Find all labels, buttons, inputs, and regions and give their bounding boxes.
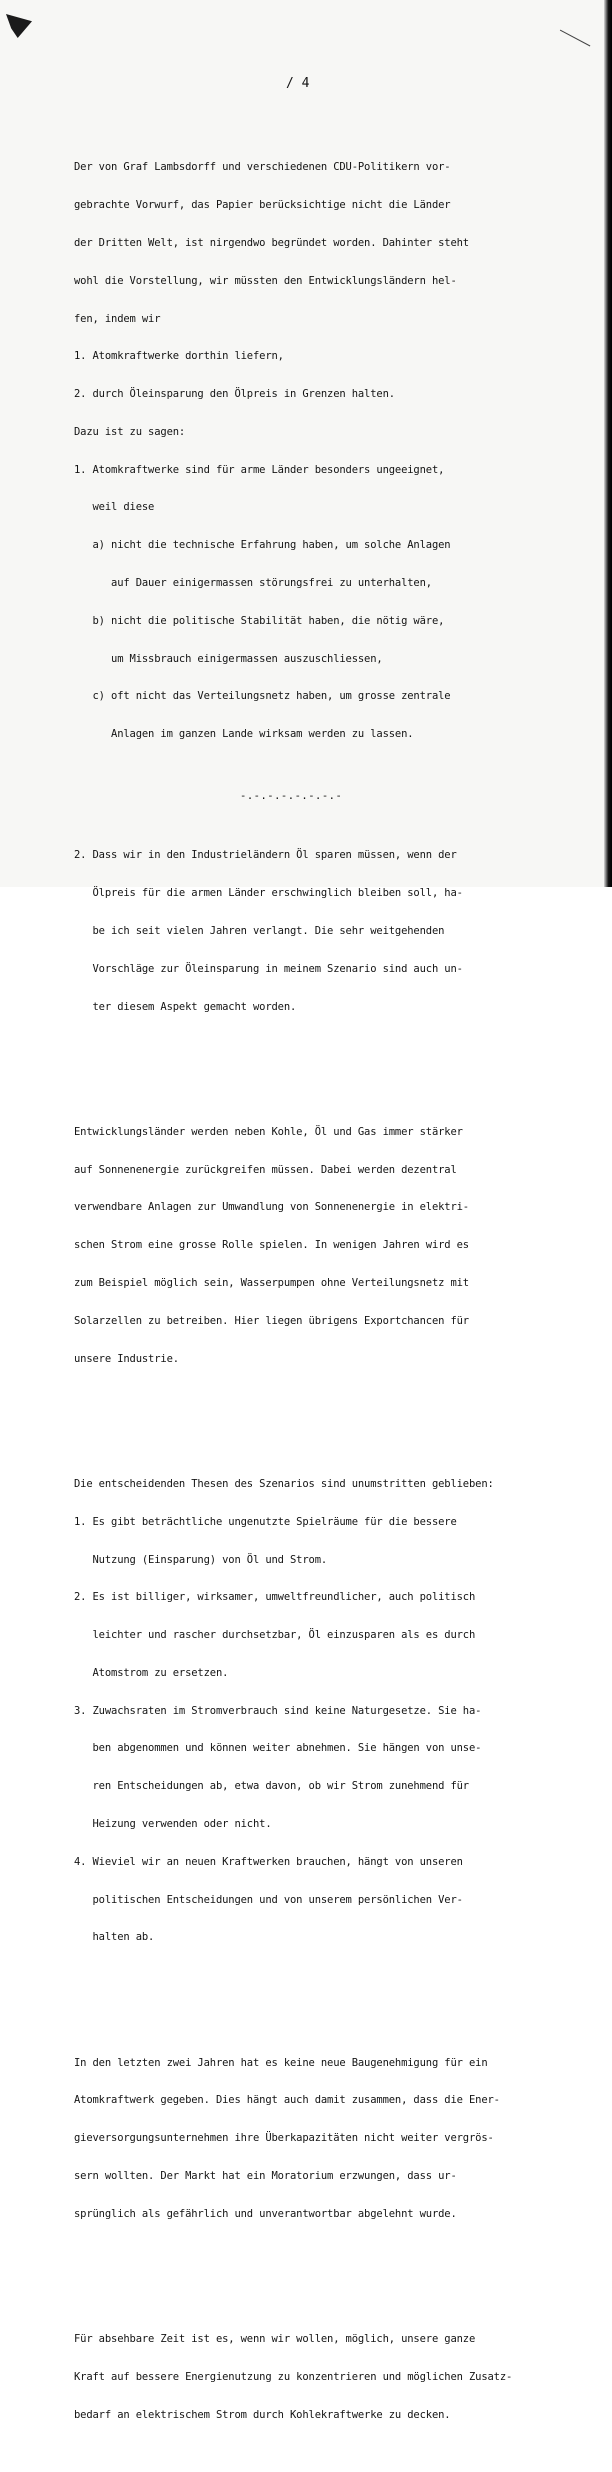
text-line: 2. Es ist billiger, wirksamer, umweltfreundlicher, auch politisch	[74, 1591, 476, 1604]
paragraph-conclusion	[74, 2308, 560, 2447]
text-line: Solarzellen zu betreiben. Hier liegen übrigens Exportchancen für	[74, 1314, 469, 1327]
text-line: In den letzten zwei Jahren hat es keine neue Baugenehmigung für ein	[74, 2056, 488, 2069]
text-line: verwendbare Anlagen zur Umwandlung von Sonnenenergie in elektri-	[74, 1201, 469, 1214]
text-line: wohl die Vorstellung, wir müssten den Entwicklungsländern hel-	[74, 274, 457, 287]
end-separator: -.-.-.-.-.-.-.-	[240, 790, 343, 802]
page-number: / 4	[286, 76, 310, 91]
text-line: 1. Es gibt beträchtliche ungenutzte Spielräume für die bessere	[74, 1515, 457, 1528]
text-line: Atomkraftwerk gegeben. Dies hängt auch damit zusammen, dass die Ener-	[74, 2094, 500, 2107]
text-line: b) nicht die politische Stabilität haben, die nötig wäre,	[74, 614, 445, 627]
text-line: 2. durch Öleinsparung den Ölpreis in Grenzen halten.	[74, 388, 395, 401]
text-line: Entwicklungsländer werden neben Kohle, Öl und Gas immer stärker	[74, 1125, 463, 1138]
text-line: sern wollten. Der Markt hat ein Moratorium erzwungen, dass ur-	[74, 2170, 457, 2182]
scan-stroke-mark	[548, 30, 591, 70]
text-line: Für absehbare Zeit ist es, wenn wir wollen, möglich, unsere ganze	[74, 2333, 476, 2346]
paragraph-intro	[74, 136, 560, 766]
text-line: zum Beispiel möglich sein, Wasserpumpen ohne Verteilungsnetz mit	[74, 1277, 469, 1290]
text-line: 2. Dass wir in den Industrieländern Öl sparen müssen, wenn der	[74, 849, 457, 862]
text-line: a) nicht die technische Erfahrung haben, um solche Anlagen	[74, 539, 451, 552]
text-line: bedarf an elektrischem Strom durch Kohlekraftwerke zu decken.	[74, 2408, 451, 2421]
text-line: halten ab.	[74, 1931, 155, 1944]
text-line: Die entscheidenden Thesen des Szenarios sind unumstritten geblieben:	[74, 1477, 494, 1490]
text-line: politischen Entscheidungen und von unserem persönlichen Ver-	[74, 1893, 463, 1906]
text-line: der Dritten Welt, ist nirgendwo begründet worden. Dahinter steht	[74, 236, 469, 249]
text-line: ben abgenommen und können weiter abnehmen. Sie hängen von unse-	[74, 1742, 482, 1755]
body-text	[74, 111, 560, 2472]
text-line: Kraft auf bessere Energienutzung zu konzentrieren und möglichen Zusatz-	[74, 2370, 513, 2383]
paragraph-point-2	[74, 824, 560, 1038]
text-line: 1. Atomkraftwerke dorthin liefern,	[74, 350, 284, 363]
text-line: auf Dauer einigermassen störungsfrei zu unterhalten,	[74, 576, 432, 589]
text-line: fen, indem wir	[74, 312, 161, 325]
text-line: be ich seit vielen Jahren verlangt. Die sehr weitgehenden	[74, 925, 445, 937]
text-line: Ölpreis für die armen Länder erschwinglich bleiben soll, ha-	[74, 887, 463, 900]
text-line: Der von Graf Lambsdorff und verschiedenen CDU-Politikern vor-	[74, 161, 451, 174]
text-line: Heizung verwenden oder nicht.	[74, 1817, 272, 1830]
scan-corner-mark	[6, 14, 32, 38]
text-line: auf Sonnenenergie zurückgreifen müssen. Dabei werden dezentral	[74, 1163, 457, 1176]
text-line: ter diesem Aspekt gemacht worden.	[74, 1000, 297, 1013]
text-line: Atomstrom zu ersetzen.	[74, 1666, 229, 1679]
text-line: weil diese	[74, 501, 155, 514]
text-line: 3. Zuwachsraten im Stromverbrauch sind keine Naturgesetze. Sie ha-	[74, 1704, 482, 1717]
scan-edge-shadow	[604, 0, 612, 887]
text-line: 4. Wieviel wir an neuen Kraftwerken brauchen, hängt von unseren	[74, 1855, 463, 1868]
text-line: Vorschläge zur Öleinsparung in meinem Szenario sind auch un-	[74, 962, 463, 975]
text-line: schen Strom eine grosse Rolle spielen. In wenigen Jahren wird es	[74, 1239, 469, 1252]
text-line: Anlagen im ganzen Lande wirksam werden zu lassen.	[74, 728, 414, 741]
text-line: gebrachte Vorwurf, das Papier berücksichtige nicht die Länder	[74, 199, 451, 212]
text-line: c) oft nicht das Verteilungsnetz haben, um grosse zentrale	[74, 690, 451, 703]
paragraph-solar	[74, 1101, 560, 1391]
text-line: leichter und rascher durchsetzbar, Öl einzusparen als es durch	[74, 1629, 476, 1642]
text-line: sprünglich als gefährlich und unverantwortbar abgelehnt wurde.	[74, 2207, 457, 2220]
text-line: Nutzung (Einsparung) von Öl und Strom.	[74, 1553, 328, 1566]
text-line: 1. Atomkraftwerke sind für arme Länder besonders ungeeignet,	[74, 463, 445, 476]
text-line: Dazu ist zu sagen:	[74, 425, 186, 438]
text-line: ren Entscheidungen ab, etwa davon, ob wir Strom zunehmend für	[74, 1780, 469, 1793]
paragraph-theses	[74, 1453, 560, 1969]
text-line: um Missbrauch einigermassen auszuschliessen,	[74, 652, 383, 665]
text-line: unsere Industrie.	[74, 1352, 179, 1365]
paragraph-moratorium	[74, 2031, 560, 2245]
text-line: gieversorgungsunternehmen ihre Überkapazitäten nicht weiter vergrös-	[74, 2132, 494, 2145]
